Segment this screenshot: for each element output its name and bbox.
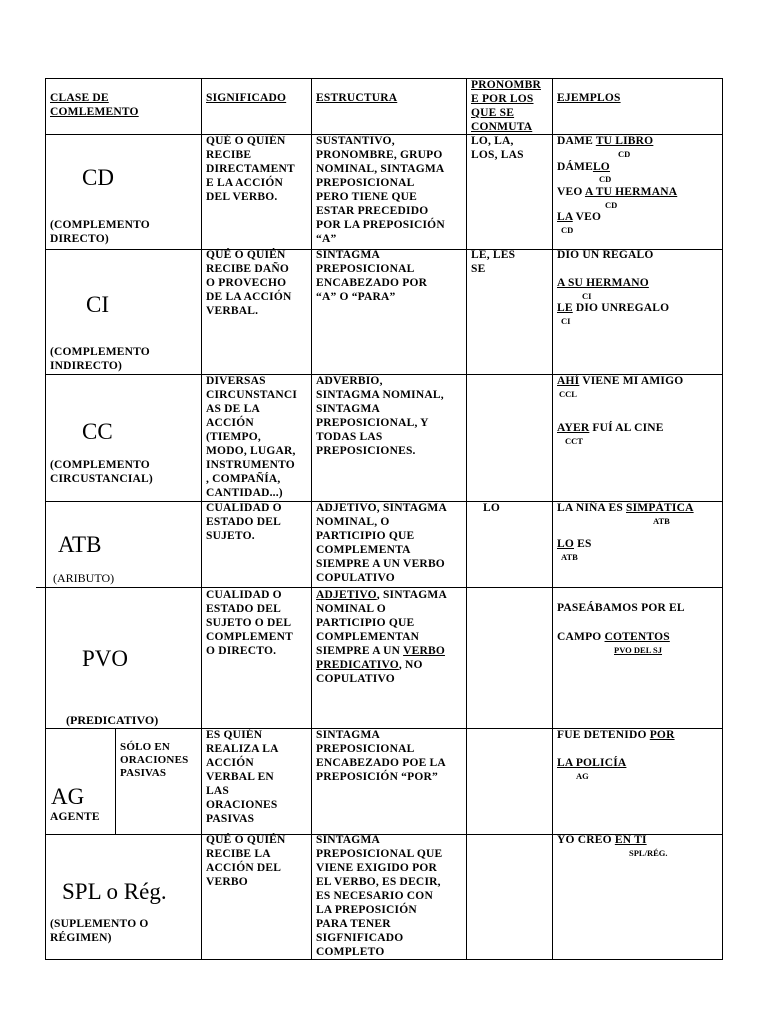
ci-significado-line: DE LA ACCIÓN <box>206 291 292 303</box>
cc-example-1-text: VIENE MI AMIGO <box>579 375 684 387</box>
cd-example-3-highlight: A TU HERMANA <box>584 186 678 198</box>
cd-estructura-line: PRONOMBRE, GRUPO <box>316 149 443 161</box>
cd-estructura-line: NOMINAL, SINTAGMA <box>316 163 445 175</box>
cc-example-2-text: FUÍ AL CINE <box>589 422 664 434</box>
ci-significado-line: O PROVECHO <box>206 277 287 289</box>
spl-estructura-line: LA PREPOSICIÓN <box>316 904 417 916</box>
ag-example-2-tag: AG <box>576 771 589 781</box>
pvo-example-2-highlight: COTENTOS <box>604 631 670 643</box>
atb-estructura-line: NOMINAL, O <box>316 516 390 528</box>
ag-estructura-line: PREPOSICIÓN “POR” <box>316 771 438 783</box>
spl-estructura-line: EL VERBO, ES DECIR, <box>316 876 441 888</box>
atb-significado-line: CUALIDAD O <box>206 502 282 514</box>
cd-estructura-line: SUSTANTIVO, <box>316 135 395 147</box>
ci-example-2-tag: CI <box>582 291 592 301</box>
cd-example-4-highlight: LA <box>557 211 573 223</box>
cc-significado-line: CANTIDAD...) <box>206 487 283 499</box>
pvo-example-1: PASEÁBAMOS POR EL <box>557 602 685 614</box>
spl-estructura-line: SIGFNIFICADO <box>316 932 404 944</box>
ci-significado-line: VERBAL. <box>206 305 259 317</box>
ag-significado-line: LAS <box>206 785 229 797</box>
ci-estructura-line: ENCABEZADO POR <box>316 277 428 289</box>
spl-example-1-highlight: EN TI <box>614 834 647 846</box>
cc-estructura-line: ADVERBIO, <box>316 375 383 387</box>
cd-example-3-text: VEO <box>557 186 585 198</box>
cd-example-4-text: VEO <box>572 211 602 223</box>
atb-example-2-tag: ATB <box>561 552 578 562</box>
cc-significado-line: CIRCUNSTANCI <box>206 389 298 401</box>
pvo-estructura-line: PARTICIPIO QUE <box>316 617 415 629</box>
cc-name-line1: (COMPLEMENTO <box>50 459 150 471</box>
spl-significado-line: VERBO <box>206 876 248 888</box>
cd-estructura-line: POR LA PREPOSICIÓN <box>316 219 445 231</box>
cc-significado-line: INSTRUMENTO <box>206 459 295 471</box>
ag-estructura-line: ENCABEZADO POE LA <box>316 757 446 769</box>
cd-example-2-highlight: LO <box>592 161 610 173</box>
cd-example-4-tag: CD <box>561 225 574 235</box>
pvo-example-2 <box>557 631 670 645</box>
cc-example-1-highlight: AHÍ <box>557 375 580 387</box>
cd-significado-line: RECIBE <box>206 149 252 161</box>
ag-note-line1: SÓLO EN <box>120 741 170 753</box>
pvo-estructura-text: , SINTAGMA <box>376 589 447 601</box>
pvo-estructura-highlight: PREDICATIVO <box>316 659 399 671</box>
cc-estructura-line: SINTAGMA <box>316 403 381 415</box>
table-top-border <box>45 78 723 79</box>
atb-estructura-line: ADJETIVO, SINTAGMA <box>316 502 447 514</box>
ag-example-1 <box>557 729 675 743</box>
pvo-estructura-line <box>316 659 423 673</box>
pvo-estructura-highlight: VERBO <box>403 645 445 657</box>
pvo-estructura-text: SIEMPRE A UN <box>316 645 404 657</box>
cd-estructura-line: ESTAR PRECEDIDO <box>316 205 429 217</box>
atb-significado-line: SUJETO. <box>206 530 255 542</box>
pvo-estructura-line <box>316 645 445 659</box>
column-divider-pronombre <box>466 78 467 959</box>
header-ejemplos: EJEMPLOS <box>557 92 621 104</box>
ci-pronombre-line2: SE <box>471 263 486 275</box>
atb-abbr: ATB <box>58 532 102 557</box>
cd-example-1 <box>557 135 653 149</box>
spl-estructura-line: SINTAGMA <box>316 834 381 846</box>
ag-example-1-text: FUE DETENIDO <box>557 729 650 741</box>
pvo-estructura-line: NOMINAL O <box>316 603 386 615</box>
column-divider-ejemplos <box>552 78 553 959</box>
ci-example-1: DIO UN REGALO <box>557 249 654 261</box>
cc-abbr: CC <box>82 419 113 444</box>
spl-example-1-tag: SPL/RÉG. <box>629 848 668 858</box>
ag-significado-line: PASIVAS <box>206 813 255 825</box>
cd-example-2-tag: CD <box>599 174 612 184</box>
pvo-abbr: PVO <box>82 646 129 671</box>
header-pronombre-line2: E POR LOS <box>471 93 534 105</box>
cc-estructura-line: TODAS LAS <box>316 431 383 443</box>
pvo-significado-line: O DIRECTO. <box>206 645 277 657</box>
atb-example-2-highlight: LO <box>557 538 575 550</box>
ag-significado-line: VERBAL EN <box>206 771 274 783</box>
atb-name: (ARIBUTO) <box>53 571 115 585</box>
cc-example-2-highlight: AYER <box>557 422 590 434</box>
spl-significado-line: ACCIÓN DEL <box>206 862 282 874</box>
cd-example-3 <box>557 186 677 200</box>
ci-name-line1: (COMPLEMENTO <box>50 346 150 358</box>
ci-significado-line: QUÉ O QUIÉN <box>206 249 286 261</box>
atb-example-1-text: LA NIÑA ES <box>557 502 626 514</box>
cc-significado-line: MODO, LUGAR, <box>206 445 296 457</box>
spl-example-1-text: YO CREO <box>557 834 615 846</box>
atb-example-1 <box>557 502 694 516</box>
header-clase-line2: COMLEMENTO <box>50 106 139 118</box>
spl-name-line1: (SUPLEMENTO O <box>50 918 149 930</box>
cd-significado-line: DIRECTAMENT <box>206 163 295 175</box>
ag-note-line3: PASIVAS <box>120 767 167 779</box>
ci-pronombre-line1: LE, LES <box>471 249 516 261</box>
cc-name-line2: CIRCUSTANCIAL) <box>50 473 153 485</box>
pvo-name: (PREDICATIVO) <box>66 713 159 727</box>
cc-estructura-line: SINTAGMA NOMINAL, <box>316 389 444 401</box>
ci-name-line2: INDIRECTO) <box>50 360 123 372</box>
header-clase-line1: CLASE DE <box>50 92 109 104</box>
spl-abbr: SPL o Rég. <box>62 879 167 904</box>
cc-example-2-tag: CCT <box>565 436 583 446</box>
atb-example-2 <box>557 538 592 552</box>
header-significado: SIGNIFICADO <box>206 92 287 104</box>
atb-estructura-line: COMPLEMENTA <box>316 544 411 556</box>
ag-estructura-line: SINTAGMA <box>316 729 381 741</box>
pvo-significado-line: SUJETO O DEL <box>206 617 292 629</box>
cd-example-2-text: DÁME <box>557 161 593 173</box>
spl-significado-line: RECIBE LA <box>206 848 271 860</box>
ci-example-3 <box>557 302 669 316</box>
pvo-significado-line: ESTADO DEL <box>206 603 281 615</box>
atb-estructura-line: PARTICIPIO QUE <box>316 530 415 542</box>
spl-estructura-line: COMPLETO <box>316 946 385 958</box>
cd-estructura-line: PERO TIENE QUE <box>316 191 417 203</box>
atb-example-2-text: ES <box>574 538 592 550</box>
ci-example-2: A SU HERMANO <box>557 277 649 289</box>
spl-name-line2: RÉGIMEN) <box>50 932 112 944</box>
spl-estructura-line: PARA TENER <box>316 918 391 930</box>
ci-example-3-highlight: LE <box>557 302 573 314</box>
pvo-example-2-tag: PVO DEL SJ <box>614 645 663 655</box>
cd-pronombre-line1: LO, LA, <box>471 135 514 147</box>
ci-estructura-line: “A” O “PARA” <box>316 291 396 303</box>
pvo-estructura-line: COMPLEMENTAN <box>316 631 420 643</box>
pvo-significado-line: COMPLEMENT <box>206 631 293 643</box>
atb-estructura-line: SIEMPRE A UN VERBO <box>316 558 445 570</box>
atb-estructura-line: COPULATIVO <box>316 572 395 584</box>
ag-inner-divider <box>115 728 116 834</box>
cd-example-3-tag: CD <box>605 200 618 210</box>
atb-pronombre: LO <box>483 502 501 514</box>
cd-significado-line: QUÉ O QUIÉN <box>206 135 286 147</box>
cc-significado-line: AS DE LA <box>206 403 261 415</box>
cd-estructura-line: “A” <box>316 233 337 245</box>
ag-note-line2: ORACIONES <box>120 754 189 766</box>
spl-estructura-line: ES NECESARIO CON <box>316 890 433 902</box>
cd-example-1-highlight: TU LIBRO <box>595 135 654 147</box>
spl-estructura-line: PREPOSICIONAL QUE <box>316 848 443 860</box>
cc-estructura-line: PREPOSICIONAL, Y <box>316 417 429 429</box>
ag-name: AGENTE <box>50 811 100 823</box>
cd-significado-line: E LA ACCIÓN <box>206 177 283 189</box>
column-divider-significado <box>201 78 202 959</box>
ag-significado-line: ORACIONES <box>206 799 278 811</box>
cc-significado-line: DIVERSAS <box>206 375 266 387</box>
ag-example-1-highlight: POR <box>649 729 675 741</box>
ci-abbr: CI <box>86 292 109 317</box>
atb-example-1-tag: ATB <box>653 516 670 526</box>
header-estructura: ESTRUCTURA <box>316 92 398 104</box>
pvo-estructura-highlight: ADJETIVO <box>316 589 377 601</box>
cd-estructura-line: PREPOSICIONAL <box>316 177 415 189</box>
atb-significado-line: ESTADO DEL <box>206 516 281 528</box>
header-pronombre-line3: QUE SE <box>471 107 515 119</box>
table-right-border <box>722 78 723 959</box>
cd-name-line2: DIRECTO) <box>50 233 109 245</box>
ag-abbr: AG <box>51 784 85 809</box>
ag-example-2: LA POLICÍA <box>557 757 627 769</box>
ag-significado-line: REALIZA LA <box>206 743 279 755</box>
atb-example-1-highlight: SIMPÁTICA <box>626 502 694 514</box>
cd-pronombre-line2: LOS, LAS <box>471 149 524 161</box>
cc-estructura-line: PREPOSICIONES. <box>316 445 416 457</box>
row-divider-atb <box>36 587 723 588</box>
cd-example-4 <box>557 211 601 225</box>
ag-estructura-line: PREPOSICIONAL <box>316 743 415 755</box>
cc-example-2 <box>557 422 664 436</box>
cd-example-1-tag: CD <box>618 149 631 159</box>
cd-example-1-text: DAME <box>557 135 596 147</box>
spl-estructura-line: VIENE EXIGIDO POR <box>316 862 437 874</box>
header-pronombre-line4: CONMUTA <box>471 121 533 133</box>
spl-significado-line: QUÉ O QUIÉN <box>206 834 286 846</box>
pvo-example-2-text: CAMPO <box>557 631 605 643</box>
cd-significado-line: DEL VERBO. <box>206 191 278 203</box>
cc-significado-line: , COMPAÑÍA, <box>206 473 281 485</box>
spl-example-1 <box>557 834 647 848</box>
ci-significado-line: RECIBE DAÑO <box>206 263 290 275</box>
column-divider-estructura <box>311 78 312 959</box>
cd-example-2 <box>557 161 610 175</box>
ci-example-3-tag: CI <box>561 316 571 326</box>
ci-example-3-text: DIO UNREGALO <box>572 302 670 314</box>
header-pronombre-line1: PRONOMBR <box>471 79 541 91</box>
ci-estructura-line: SINTAGMA <box>316 249 381 261</box>
table-left-border <box>45 78 46 959</box>
ci-estructura-line: PREPOSICIONAL <box>316 263 415 275</box>
pvo-significado-line: CUALIDAD O <box>206 589 282 601</box>
cc-example-1 <box>557 375 683 389</box>
cc-example-1-tag: CCL <box>559 389 577 399</box>
cd-abbr: CD <box>82 165 114 190</box>
cc-significado-line: ACCIÓN <box>206 417 254 429</box>
pvo-estructura-line: COPULATIVO <box>316 673 395 685</box>
ag-significado-line: ES QUIÉN <box>206 729 263 741</box>
pvo-estructura-line <box>316 589 447 603</box>
cd-name-line1: (COMPLEMENTO <box>50 219 150 231</box>
pvo-estructura-text: , NO <box>398 659 423 671</box>
ag-significado-line: ACCIÓN <box>206 757 254 769</box>
cc-significado-line: (TIEMPO, <box>206 431 261 443</box>
